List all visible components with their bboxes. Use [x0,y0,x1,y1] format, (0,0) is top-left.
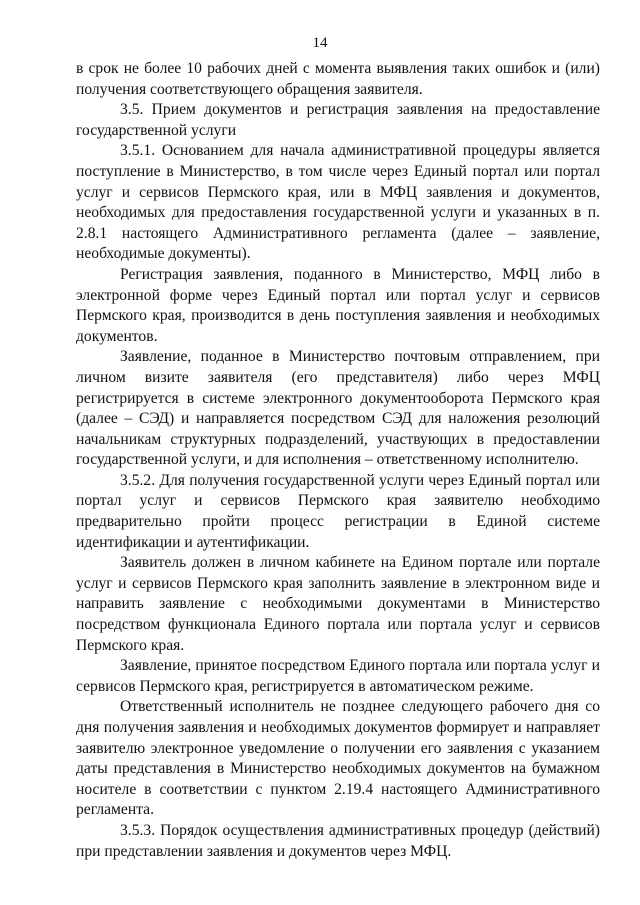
document-body [76,59,600,862]
paragraph-3-5-2: 3.5.2. Для получения государственной услуги через Единый портал или портал услуг и сервисов Пермского края заявителю необходимо предварительно пройти процесс регистрации в Единой системе идентификации и аутентификации. [76,471,600,551]
paragraph-personal-account: Заявитель должен в личном кабинете на Едином портале или портале услуг и сервисов Пермского края заполнить заявление в электронном виде и направить заявление с необходимыми документами в Министерство посредством функционала Единого портала или портала услуг и сервисов Пермского края. [76,554,600,654]
paragraph-3-5-1: 3.5.1. Основанием для начала административной процедуры является поступление в Министерство, в том числе через Единый портал или портал услуг и сервисов Пермского края, или в МФЦ заявления и документов, необходимых для предоставления государственной услуги и указанных в п. 2.8.1 настоящего Административного регламента (далее – заявление, необходимые документы). [76,142,600,263]
paragraph-auto-registration: Заявление, принятое посредством Единого портала или портала услуг и сервисов Пермского края, регистрируется в автоматическом режиме. [76,657,600,695]
paragraph-responsible-executor: Ответственный исполнитель не позднее следующего рабочего дня со дня получения заявления и необходимых документов формирует и направляет заявителю электронное уведомление о получении его заявления с указанием даты представления в Министерство необходимых документов на бумажном носителе в соответствии с пунктом 2.19.4 настоящего Административного регламента. [76,698,600,819]
paragraph-registration: Регистрация заявления, поданного в Министерство, МФЦ либо в электронной форме через Единый портал или портал услуг и сервисов Пермского края, производится в день поступления заявления и необходимых документов. [76,265,600,345]
paragraph-3-5-3: 3.5.3. Порядок осуществления административных процедур (действий) при представлении заявления и документов через МФЦ. [76,821,600,860]
paragraph-continuation: в срок не более 10 рабочих дней с момента выявления таких ошибок и (или) получения соответствующего обращения заявителя. [76,60,600,98]
section-heading-3-5: 3.5. Прием документов и регистрация заявления на предоставление государственной услуги [76,101,600,139]
paragraph-postal-submission: Заявление, поданное в Министерство почтовым отправлением, при личном визите заявителя (его представителя) либо через МФЦ регистрируется в системе электронного документооборота Пермского края (далее – СЭД) и направляется посредством СЭД для наложения резолюций начальникам структурных подразделений, участвующих в предоставлении государственной услуги, и для исполнения – ответственному исполнителю. [76,348,600,469]
page-number: 14 [312,35,328,51]
